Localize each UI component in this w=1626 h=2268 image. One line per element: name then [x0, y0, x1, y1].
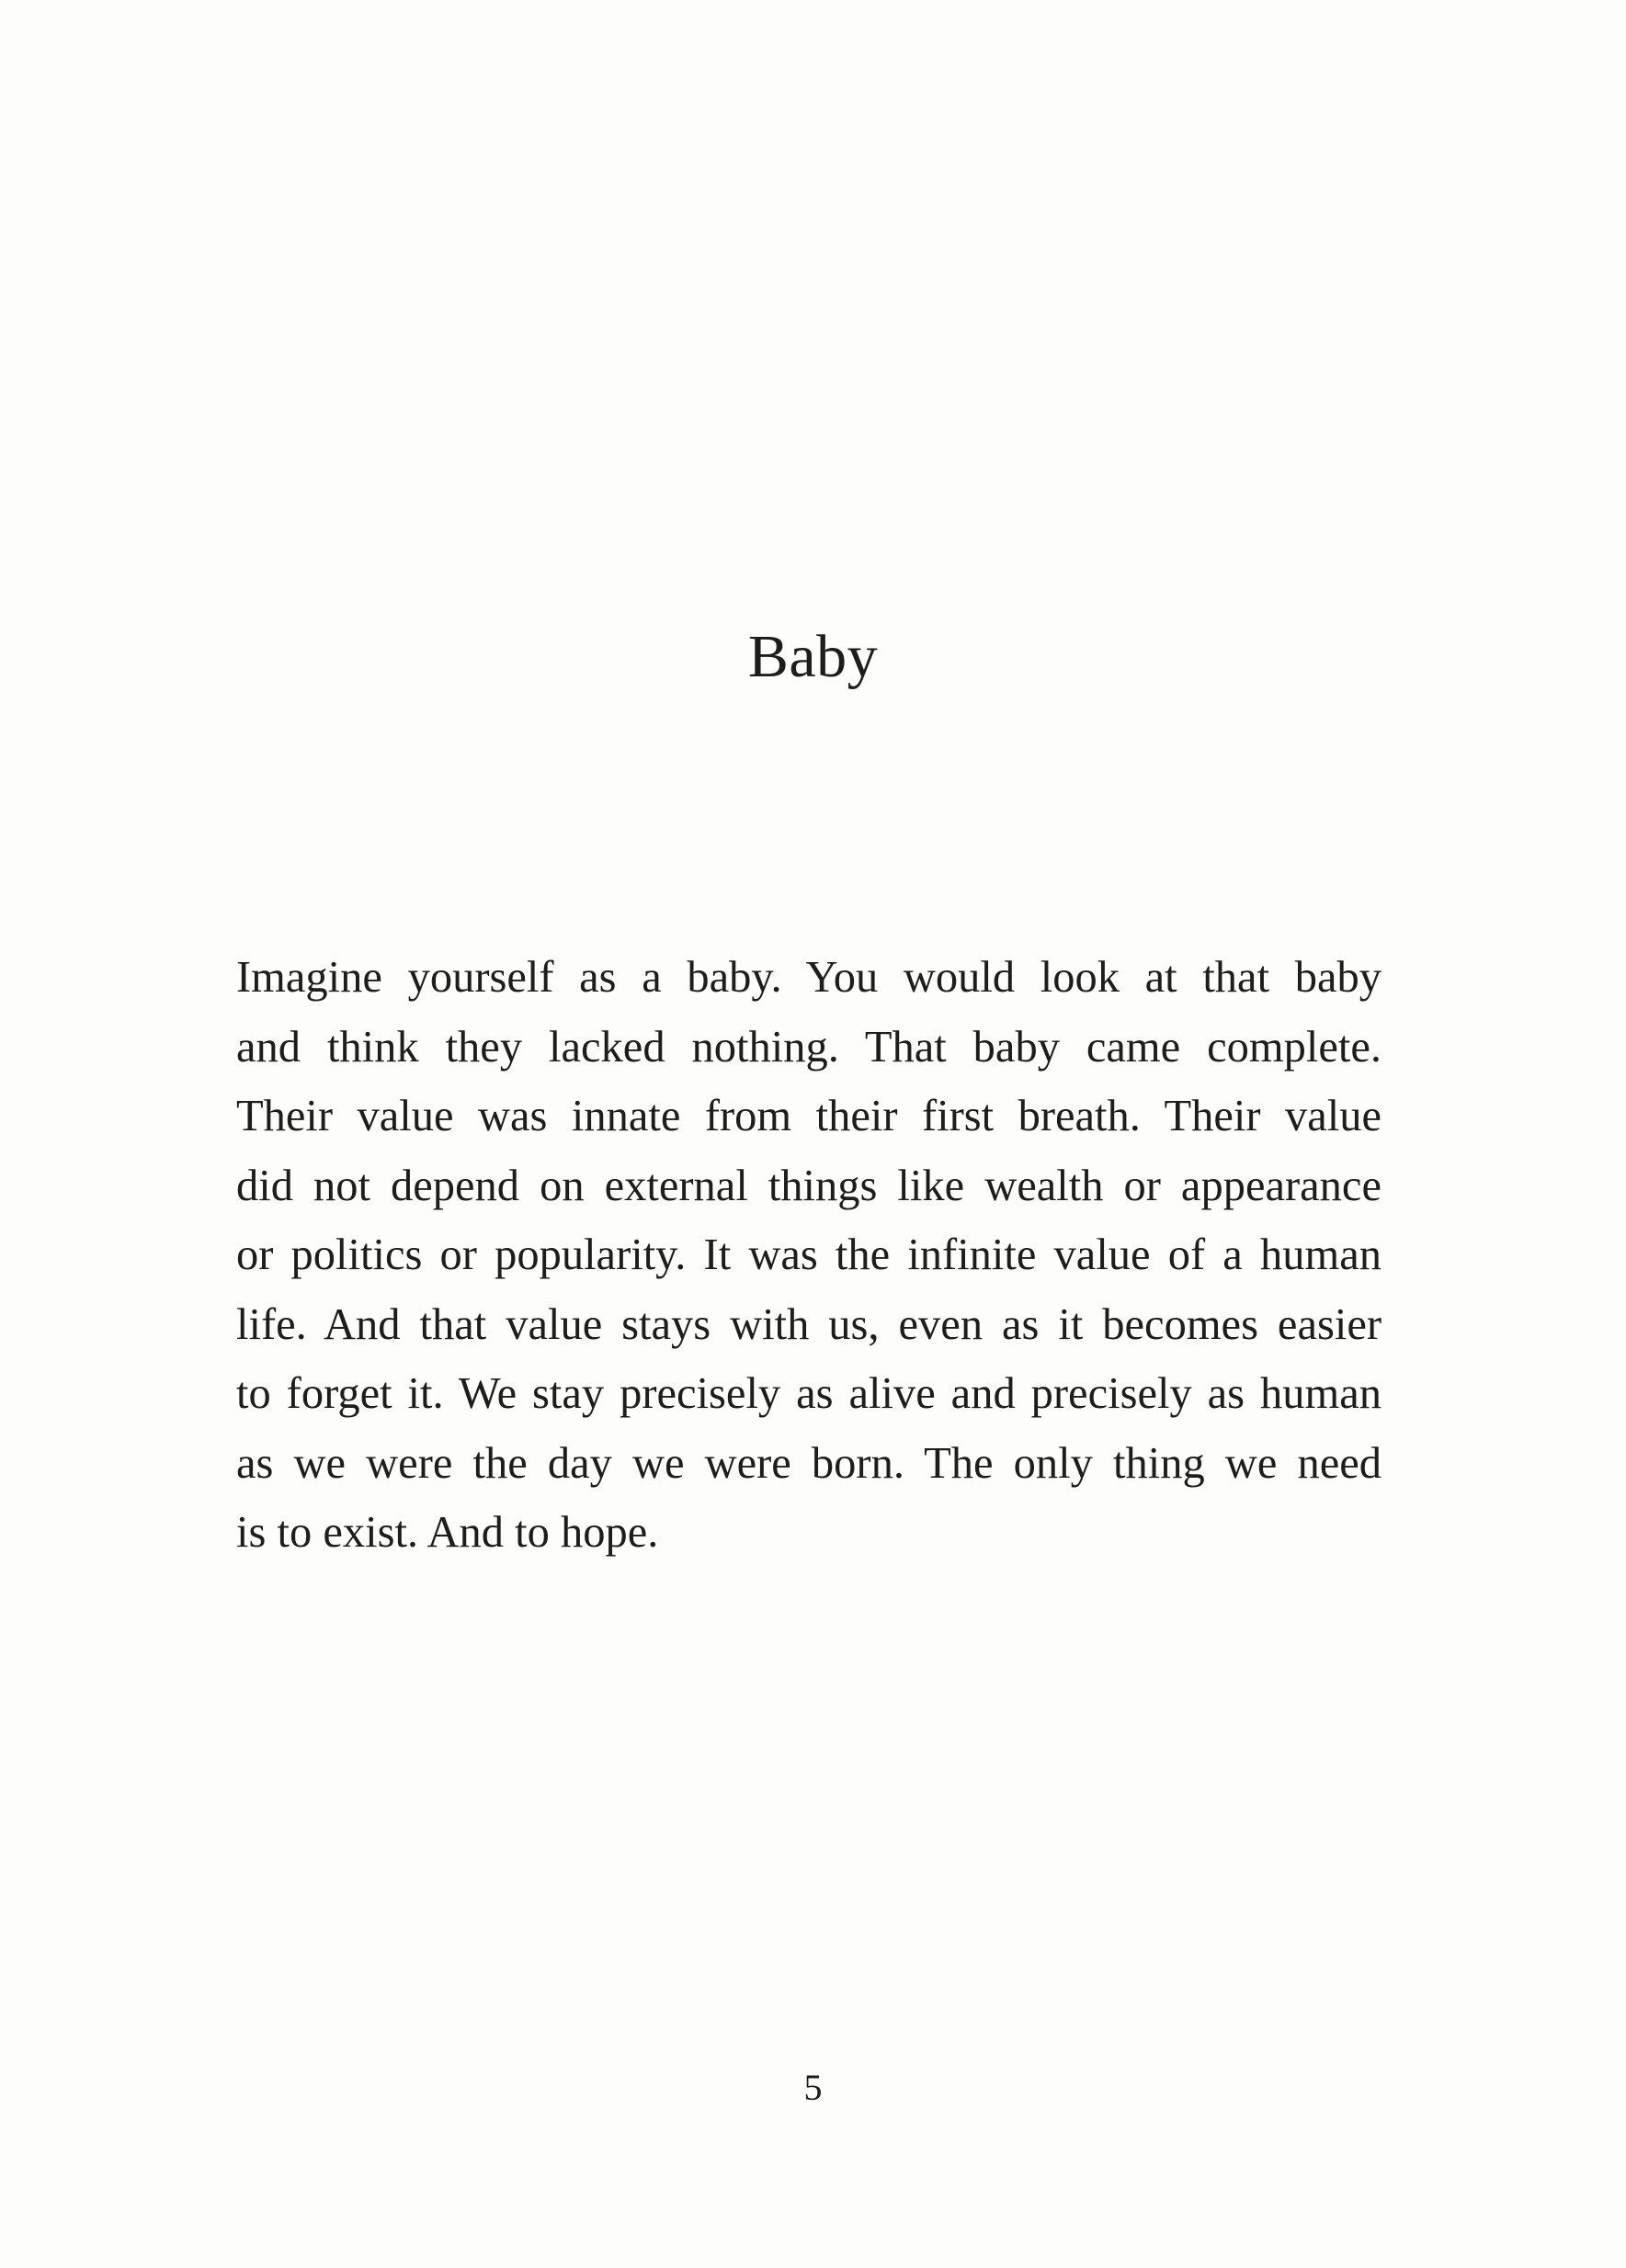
paragraph-line: is to exist. And to hope. — [236, 1508, 659, 1557]
chapter-title: Baby — [747, 623, 879, 691]
paragraph-line: did not depend on external things like wealth or appearance — [236, 1161, 1382, 1210]
paragraph-line: Imagine yourself as a baby. You would look at that baby — [236, 953, 1382, 1002]
paragraph-line: as we were the day we were born. The only thing we need — [236, 1438, 1382, 1488]
page-number: 5 — [803, 2067, 823, 2108]
paragraph-line: life. And that value stays with us, even as it becomes easier — [236, 1299, 1382, 1349]
paragraph-line: Their value was innate from their first breath. Their value — [236, 1092, 1382, 1140]
paragraph-line: to forget it. We stay precisely as alive and precisely as human — [236, 1369, 1382, 1418]
paragraph-line: or politics or popularity. It was the infinite value of a human — [236, 1230, 1382, 1279]
body-paragraph — [236, 943, 1382, 1568]
paragraph-line: and think they lacked nothing. That baby came complete. — [236, 1022, 1382, 1072]
